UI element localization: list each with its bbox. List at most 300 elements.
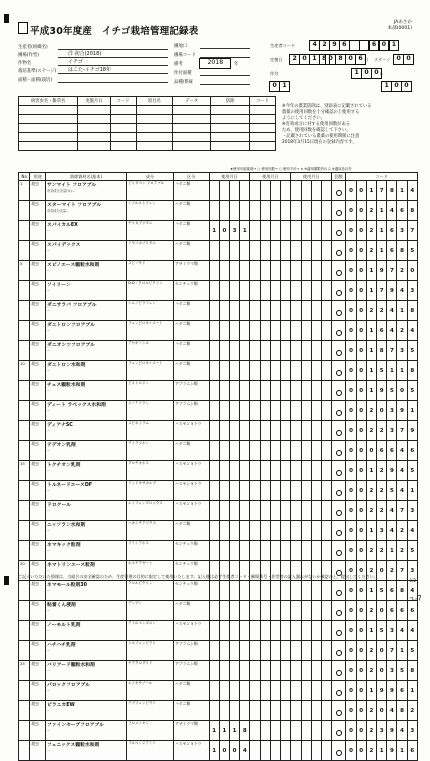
date-digit-cell[interactable]: [219, 501, 229, 521]
digit-box[interactable]: 0: [299, 54, 310, 65]
date-digit-cell[interactable]: [250, 681, 260, 701]
date-digit-cell[interactable]: [311, 601, 321, 621]
count-cell[interactable]: [332, 301, 346, 321]
date-digit-cell[interactable]: [281, 321, 291, 341]
date-digit-cell[interactable]: [229, 201, 239, 221]
date-digit-cell[interactable]: [209, 681, 219, 701]
date-digit-cell[interactable]: [311, 381, 321, 401]
date-digit-cell[interactable]: [311, 201, 321, 221]
date-digit-cell[interactable]: [270, 501, 280, 521]
date-digit-cell[interactable]: 0: [229, 741, 239, 761]
date-digit-cell[interactable]: [240, 641, 250, 661]
date-digit-cell[interactable]: [209, 341, 219, 361]
count-cell[interactable]: [332, 421, 346, 441]
date-digit-cell[interactable]: [260, 681, 270, 701]
top-table-cell[interactable]: [78, 142, 110, 151]
date-digit-cell[interactable]: [260, 521, 270, 541]
top-table-cell[interactable]: [110, 115, 136, 124]
date-digit-cell[interactable]: [219, 321, 229, 341]
date-digit-cell[interactable]: [281, 581, 291, 601]
date-digit-cell[interactable]: [250, 201, 260, 221]
date-digit-cell[interactable]: [301, 521, 311, 541]
date-digit-cell[interactable]: [321, 721, 331, 741]
date-digit-cell[interactable]: [291, 641, 301, 661]
date-digit-cell[interactable]: [281, 461, 291, 481]
top-table-cell[interactable]: [249, 124, 275, 133]
date-digit-cell[interactable]: [270, 701, 280, 721]
digit-box[interactable]: 1: [279, 81, 290, 92]
date-digit-cell[interactable]: [281, 241, 291, 261]
date-digit-cell[interactable]: [291, 301, 301, 321]
date-digit-cell[interactable]: [301, 241, 311, 261]
date-digit-cell[interactable]: [311, 341, 321, 361]
date-digit-cell[interactable]: [250, 221, 260, 241]
date-digit-cell[interactable]: [301, 541, 311, 561]
top-table-cell[interactable]: [172, 124, 210, 133]
date-digit-cell[interactable]: [250, 341, 260, 361]
date-digit-cell[interactable]: 1: [240, 221, 250, 241]
date-digit-cell[interactable]: [321, 541, 331, 561]
date-digit-cell[interactable]: [270, 641, 280, 661]
digit-box[interactable]: 0: [345, 54, 356, 65]
date-digit-cell[interactable]: [229, 241, 239, 261]
date-digit-cell[interactable]: [270, 481, 280, 501]
date-digit-cell[interactable]: [219, 521, 229, 541]
date-digit-cell[interactable]: [321, 201, 331, 221]
date-digit-cell[interactable]: [321, 461, 331, 481]
count-cell[interactable]: [332, 441, 346, 461]
date-digit-cell[interactable]: [209, 601, 219, 621]
date-digit-cell[interactable]: [250, 741, 260, 761]
date-digit-cell[interactable]: 1: [209, 721, 219, 741]
digit-box[interactable]: 1: [389, 40, 400, 51]
date-digit-cell[interactable]: [301, 321, 311, 341]
date-digit-cell[interactable]: [250, 721, 260, 741]
date-digit-cell[interactable]: [240, 181, 250, 201]
date-digit-cell[interactable]: [321, 501, 331, 521]
date-digit-cell[interactable]: [311, 741, 321, 761]
date-digit-cell[interactable]: [301, 501, 311, 521]
date-digit-cell[interactable]: 4: [240, 741, 250, 761]
date-digit-cell[interactable]: [219, 601, 229, 621]
date-digit-cell[interactable]: 0: [219, 741, 229, 761]
date-digit-cell[interactable]: 1: [229, 721, 239, 741]
digit-box[interactable]: 0: [371, 68, 382, 79]
count-cell[interactable]: [332, 241, 346, 261]
date-digit-cell[interactable]: [291, 681, 301, 701]
date-digit-cell[interactable]: [321, 421, 331, 441]
digit-box[interactable]: 0: [269, 81, 280, 92]
date-digit-cell[interactable]: [229, 501, 239, 521]
date-digit-cell[interactable]: [229, 341, 239, 361]
top-table-cell[interactable]: [249, 106, 275, 115]
date-digit-cell[interactable]: [321, 601, 331, 621]
date-digit-cell[interactable]: [240, 581, 250, 601]
date-digit-cell[interactable]: [321, 261, 331, 281]
date-digit-cell[interactable]: [240, 521, 250, 541]
date-digit-cell[interactable]: [291, 701, 301, 721]
date-digit-cell[interactable]: [260, 441, 270, 461]
date-digit-cell[interactable]: [311, 221, 321, 241]
date-digit-cell[interactable]: [281, 361, 291, 381]
date-digit-cell[interactable]: [229, 401, 239, 421]
date-digit-cell[interactable]: [291, 581, 301, 601]
area-row-code-boxes[interactable]: [270, 81, 290, 92]
date-digit-cell[interactable]: [219, 621, 229, 641]
date-digit-cell[interactable]: [311, 621, 321, 641]
date-digit-cell[interactable]: [291, 621, 301, 641]
date-digit-cell[interactable]: [270, 681, 280, 701]
top-table-cell[interactable]: [249, 133, 275, 142]
date-digit-cell[interactable]: [240, 481, 250, 501]
date-digit-cell[interactable]: [291, 541, 301, 561]
date-digit-cell[interactable]: [321, 581, 331, 601]
date-digit-cell[interactable]: [260, 421, 270, 441]
date-digit-cell[interactable]: [219, 681, 229, 701]
date-digit-cell[interactable]: [260, 741, 270, 761]
date-digit-cell[interactable]: [281, 601, 291, 621]
date-digit-cell[interactable]: [291, 221, 301, 241]
date-digit-cell[interactable]: [311, 481, 321, 501]
date-digit-cell[interactable]: [260, 361, 270, 381]
top-table-cell[interactable]: [172, 133, 210, 142]
date-digit-cell[interactable]: [291, 721, 301, 741]
date-digit-cell[interactable]: [301, 341, 311, 361]
date-digit-cell[interactable]: [291, 281, 301, 301]
date-digit-cell[interactable]: [281, 401, 291, 421]
date-digit-cell[interactable]: [301, 741, 311, 761]
date-digit-cell[interactable]: [270, 221, 280, 241]
date-digit-cell[interactable]: [301, 201, 311, 221]
date-digit-cell[interactable]: [281, 701, 291, 721]
date-digit-cell[interactable]: [321, 321, 331, 341]
date-digit-cell[interactable]: [301, 381, 311, 401]
date-digit-cell[interactable]: [281, 441, 291, 461]
date-digit-cell[interactable]: [321, 521, 331, 541]
count-cell[interactable]: [332, 641, 346, 661]
date-digit-cell[interactable]: [240, 621, 250, 641]
top-table-cell[interactable]: [211, 142, 249, 151]
date-digit-cell[interactable]: [229, 441, 239, 461]
date-digit-cell[interactable]: 3: [229, 221, 239, 241]
date-digit-cell[interactable]: [270, 321, 280, 341]
date-digit-cell[interactable]: [301, 581, 311, 601]
date-digit-cell[interactable]: [281, 341, 291, 361]
date-digit-cell[interactable]: [229, 261, 239, 281]
date-digit-cell[interactable]: [281, 681, 291, 701]
date-digit-cell[interactable]: [301, 441, 311, 461]
date-digit-cell[interactable]: [240, 301, 250, 321]
date-digit-cell[interactable]: [250, 661, 260, 681]
date-digit-cell[interactable]: [311, 361, 321, 381]
top-table-cell[interactable]: [211, 124, 249, 133]
date-digit-cell[interactable]: [270, 201, 280, 221]
date-digit-cell[interactable]: [209, 501, 219, 521]
date-digit-cell[interactable]: [311, 581, 321, 601]
top-table-cell[interactable]: [211, 133, 249, 142]
date-digit-cell[interactable]: [209, 261, 219, 281]
date-digit-cell[interactable]: [270, 181, 280, 201]
top-table-cell[interactable]: [110, 133, 136, 142]
date-digit-cell[interactable]: [311, 401, 321, 421]
top-table-cell[interactable]: [110, 124, 136, 133]
date-digit-cell[interactable]: [260, 241, 270, 261]
count-cell[interactable]: [332, 461, 346, 481]
date-digit-cell[interactable]: [281, 621, 291, 641]
date-digit-cell[interactable]: [240, 541, 250, 561]
date-digit-cell[interactable]: [219, 201, 229, 221]
date-digit-cell[interactable]: [321, 301, 331, 321]
date-digit-cell[interactable]: [321, 481, 331, 501]
date-digit-cell[interactable]: [250, 441, 260, 461]
area-row-extra-boxes[interactable]: [382, 81, 412, 92]
date-digit-cell[interactable]: [209, 301, 219, 321]
date-digit-cell[interactable]: [260, 201, 270, 221]
date-digit-cell[interactable]: [260, 221, 270, 241]
date-digit-cell[interactable]: [291, 501, 301, 521]
top-table-cell[interactable]: [110, 106, 136, 115]
date-digit-cell[interactable]: [219, 481, 229, 501]
date-digit-cell[interactable]: [229, 681, 239, 701]
date-digit-cell[interactable]: [281, 481, 291, 501]
date-digit-cell[interactable]: [240, 601, 250, 621]
date-digit-cell[interactable]: [209, 201, 219, 221]
date-digit-cell[interactable]: [281, 721, 291, 741]
date-digit-cell[interactable]: [321, 341, 331, 361]
date-digit-cell[interactable]: [260, 581, 270, 601]
date-digit-cell[interactable]: [240, 701, 250, 721]
digit-box[interactable]: 2: [319, 40, 330, 51]
date-digit-cell[interactable]: [301, 701, 311, 721]
date-digit-cell[interactable]: [291, 661, 301, 681]
date-digit-cell[interactable]: [311, 181, 321, 201]
date-digit-cell[interactable]: [301, 301, 311, 321]
date-digit-cell[interactable]: [270, 421, 280, 441]
plant-year-box[interactable]: [200, 58, 231, 69]
date-day-boxes[interactable]: [346, 54, 369, 65]
mid-field-4[interactable]: [200, 68, 250, 76]
date-extra-boxes[interactable]: [394, 54, 414, 65]
date-digit-cell[interactable]: [281, 281, 291, 301]
date-digit-cell[interactable]: [291, 261, 301, 281]
count-cell[interactable]: [332, 541, 346, 561]
date-digit-cell[interactable]: [301, 261, 311, 281]
date-digit-cell[interactable]: [260, 321, 270, 341]
date-digit-cell[interactable]: [260, 381, 270, 401]
producer-name-field[interactable]: [58, 42, 168, 50]
date-digit-cell[interactable]: [301, 461, 311, 481]
digit-box[interactable]: 0: [391, 81, 402, 92]
top-table-cell[interactable]: [172, 106, 210, 115]
date-digit-cell[interactable]: [291, 521, 301, 541]
date-digit-cell[interactable]: [250, 701, 260, 721]
top-table-cell[interactable]: [110, 142, 136, 151]
date-digit-cell[interactable]: [311, 701, 321, 721]
stage-field[interactable]: [58, 66, 168, 74]
date-digit-cell[interactable]: [229, 321, 239, 341]
date-digit-cell[interactable]: [209, 581, 219, 601]
date-digit-cell[interactable]: 1: [209, 221, 219, 241]
date-digit-cell[interactable]: [321, 181, 331, 201]
date-digit-cell[interactable]: [301, 641, 311, 661]
date-digit-cell[interactable]: [250, 301, 260, 321]
top-table-cell[interactable]: [172, 115, 210, 124]
date-digit-cell[interactable]: [240, 361, 250, 381]
date-digit-cell[interactable]: [281, 301, 291, 321]
date-digit-cell[interactable]: [291, 441, 301, 461]
count-cell[interactable]: [332, 481, 346, 501]
date-digit-cell[interactable]: [321, 361, 331, 381]
top-table-cell[interactable]: [172, 142, 210, 151]
digit-box[interactable]: 0: [325, 54, 336, 65]
date-digit-cell[interactable]: [240, 201, 250, 221]
date-digit-cell[interactable]: [209, 701, 219, 721]
date-digit-cell[interactable]: [209, 241, 219, 261]
count-cell[interactable]: [332, 221, 346, 241]
date-digit-cell[interactable]: [270, 361, 280, 381]
date-digit-cell[interactable]: [301, 601, 311, 621]
date-digit-cell[interactable]: [250, 481, 260, 501]
digit-box[interactable]: 8: [319, 54, 330, 65]
count-cell[interactable]: [332, 661, 346, 681]
digit-box[interactable]: 8: [335, 54, 346, 65]
date-digit-cell[interactable]: [260, 301, 270, 321]
date-digit-cell[interactable]: [321, 641, 331, 661]
date-digit-cell[interactable]: [311, 281, 321, 301]
date-digit-cell[interactable]: [250, 381, 260, 401]
date-digit-cell[interactable]: [270, 661, 280, 681]
date-digit-cell[interactable]: [270, 621, 280, 641]
count-cell[interactable]: [332, 261, 346, 281]
date-digit-cell[interactable]: [250, 601, 260, 621]
digit-box[interactable]: 1: [381, 81, 392, 92]
date-digit-cell[interactable]: [240, 381, 250, 401]
top-table-cell[interactable]: [19, 115, 78, 124]
mid-field-2[interactable]: [200, 50, 250, 58]
date-digit-cell[interactable]: [229, 541, 239, 561]
date-month-boxes[interactable]: [326, 54, 346, 65]
digit-box[interactable]: 9: [329, 40, 340, 51]
date-digit-cell[interactable]: [281, 421, 291, 441]
date-digit-cell[interactable]: [229, 461, 239, 481]
digit-box[interactable]: 1: [309, 54, 320, 65]
date-digit-cell[interactable]: [260, 261, 270, 281]
digit-box[interactable]: 2: [289, 54, 300, 65]
date-digit-cell[interactable]: [301, 681, 311, 701]
date-digit-cell[interactable]: [229, 641, 239, 661]
date-digit-cell[interactable]: [281, 541, 291, 561]
date-digit-cell[interactable]: [291, 481, 301, 501]
date-digit-cell[interactable]: [321, 241, 331, 261]
date-digit-cell[interactable]: [270, 741, 280, 761]
digit-box[interactable]: 0: [401, 81, 412, 92]
date-digit-cell[interactable]: [260, 601, 270, 621]
date-digit-cell[interactable]: [250, 321, 260, 341]
count-cell[interactable]: [332, 381, 346, 401]
date-digit-cell[interactable]: [281, 261, 291, 281]
date-digit-cell[interactable]: [229, 581, 239, 601]
date-digit-cell[interactable]: [281, 521, 291, 541]
count-cell[interactable]: [332, 361, 346, 381]
date-digit-cell[interactable]: [229, 381, 239, 401]
digit-box[interactable]: 0: [393, 54, 404, 65]
digit-box[interactable]: 0: [403, 54, 414, 65]
date-digit-cell[interactable]: [219, 261, 229, 281]
crop-field[interactable]: [58, 58, 168, 66]
digit-box[interactable]: 1: [351, 68, 362, 79]
date-digit-cell[interactable]: [260, 281, 270, 301]
date-digit-cell[interactable]: [270, 281, 280, 301]
top-table-cell[interactable]: [19, 124, 78, 133]
date-digit-cell[interactable]: [219, 401, 229, 421]
date-digit-cell[interactable]: [270, 581, 280, 601]
date-digit-cell[interactable]: [291, 401, 301, 421]
date-digit-cell[interactable]: [301, 421, 311, 441]
date-digit-cell[interactable]: [250, 581, 260, 601]
date-digit-cell[interactable]: [291, 421, 301, 441]
date-digit-cell[interactable]: [270, 541, 280, 561]
date-digit-cell[interactable]: [260, 721, 270, 741]
date-digit-cell[interactable]: [229, 601, 239, 621]
count-cell[interactable]: [332, 281, 346, 301]
count-cell[interactable]: [332, 341, 346, 361]
date-digit-cell[interactable]: [270, 301, 280, 321]
date-digit-cell[interactable]: [219, 641, 229, 661]
date-digit-cell[interactable]: [291, 601, 301, 621]
date-digit-cell[interactable]: [209, 381, 219, 401]
date-digit-cell[interactable]: [209, 661, 219, 681]
date-digit-cell[interactable]: [260, 341, 270, 361]
count-cell[interactable]: [332, 621, 346, 641]
date-digit-cell[interactable]: [270, 401, 280, 421]
top-table-cell[interactable]: [78, 124, 110, 133]
date-digit-cell[interactable]: [209, 541, 219, 561]
date-digit-cell[interactable]: [209, 521, 219, 541]
date-digit-cell[interactable]: [240, 681, 250, 701]
count-cell[interactable]: [332, 181, 346, 201]
date-digit-cell[interactable]: [270, 461, 280, 481]
date-digit-cell[interactable]: [250, 641, 260, 661]
date-digit-cell[interactable]: [240, 341, 250, 361]
date-digit-cell[interactable]: [311, 301, 321, 321]
digit-box[interactable]: 0: [361, 68, 372, 79]
date-digit-cell[interactable]: [311, 441, 321, 461]
date-digit-cell[interactable]: [219, 541, 229, 561]
digit-box[interactable]: 6: [369, 40, 380, 51]
date-digit-cell[interactable]: [270, 261, 280, 281]
date-digit-cell[interactable]: [270, 441, 280, 461]
top-table-cell[interactable]: [19, 142, 78, 151]
date-digit-cell[interactable]: [291, 741, 301, 761]
date-digit-cell[interactable]: [260, 621, 270, 641]
date-digit-cell[interactable]: [301, 621, 311, 641]
top-table-cell[interactable]: [19, 106, 78, 115]
date-digit-cell[interactable]: [311, 421, 321, 441]
date-digit-cell[interactable]: [240, 321, 250, 341]
date-digit-cell[interactable]: [281, 181, 291, 201]
date-digit-cell[interactable]: [321, 621, 331, 641]
date-digit-cell[interactable]: [291, 181, 301, 201]
date-digit-cell[interactable]: [321, 701, 331, 721]
date-digit-cell[interactable]: [281, 381, 291, 401]
date-digit-cell[interactable]: [250, 521, 260, 541]
date-digit-cell[interactable]: [260, 401, 270, 421]
date-digit-cell[interactable]: [209, 281, 219, 301]
date-digit-cell[interactable]: [219, 241, 229, 261]
date-digit-cell[interactable]: [240, 461, 250, 481]
producer-code-boxes[interactable]: [310, 40, 399, 51]
date-digit-cell[interactable]: [281, 501, 291, 521]
